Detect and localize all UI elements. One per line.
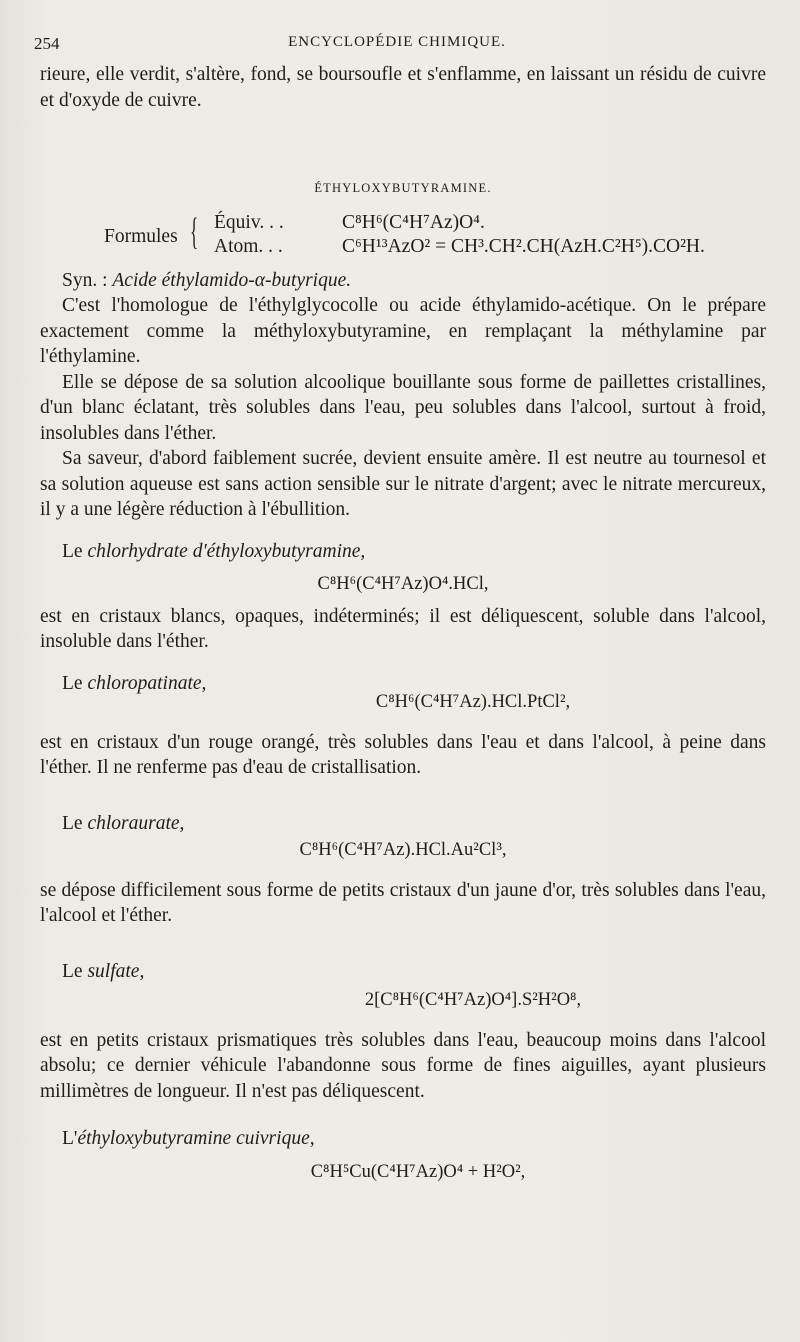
chloroplatinate-le: Le: [62, 672, 83, 694]
chlorhydrate-le: Le: [62, 540, 83, 562]
formula-equiv: C⁸H⁶(C⁴H⁷Az)O⁴.: [342, 211, 485, 233]
chloraurate-formula: C⁸H⁶(C⁴H⁷Az).HCl.Au²Cl³,: [299, 840, 507, 860]
formula-kind-atom: Atom. . .: [214, 235, 283, 257]
synonym-label: Syn. :: [62, 269, 108, 291]
section-title: ÉTHYLOXYBUTYRAMINE.: [314, 181, 492, 195]
sulfate-name: sulfate,: [87, 960, 145, 982]
synonym-line: [40, 268, 766, 294]
chlorhydrate-name: chlorhydrate d'éthyloxybutyramine,: [87, 540, 366, 562]
chlorhydrate-description: est en cristaux blancs, opaques, indéterminés; il est déliquescent, soluble dans l'alcool, insoluble dans l'éther.: [40, 605, 766, 652]
page-body: [40, 62, 766, 1185]
sulfate-le: Le: [62, 960, 83, 982]
cuivrique-intro: [40, 1126, 766, 1152]
chloroplatinate-description: est en cristaux d'un rouge orangé, très solubles dans l'eau et dans l'alcool, à peine dans l'éther. Il ne renferme pas d'eau de cristallisation.: [40, 731, 766, 778]
formula-row-equiv: [214, 210, 485, 236]
cuivrique-l: L': [62, 1128, 78, 1149]
paragraph-saveur: Sa saveur, d'abord faiblement sucrée, devient ensuite amère. Il est neutre au tournesol et sa solution aqueuse est sans action sensible sur le nitrate d'argent; avec le nitrate mercureux, il y a une légère réduction à l'ébullition.: [40, 448, 766, 520]
formulas-label: Formules: [104, 225, 178, 247]
formulas-block: [64, 206, 766, 268]
page-header: [34, 34, 760, 56]
formula-kind-equiv: Équiv. . .: [214, 211, 284, 233]
chloraurate-name: chloraurate,: [87, 812, 185, 834]
chlorhydrate-intro: [40, 539, 766, 565]
chloraurate-description: se dépose difficilement sous forme de petits cristaux d'un jaune d'or, très solubles dans l'eau, l'alcool et l'éther.: [40, 879, 766, 926]
chloraurate-intro: [40, 811, 766, 837]
formula-atom: C⁶H¹³AzO² = CH³.CH².CH(AzH.C²H⁵).CO²H.: [342, 235, 705, 257]
paragraph-homologue: C'est l'homologue de l'éthylglycocolle ou acide éthylamido-acétique. On le prépare exactement comme la méthyloxybutyramine, en remplaçant la méthylamine par l'éthylamine.: [40, 295, 766, 367]
paragraph-depose: Elle se dépose de sa solution alcoolique bouillante sous forme de paillettes cristallines, d'un blanc éclatant, très solubles dans l'eau, peu solubles dans l'alcool, surtout à froid, insolubles dans l'éther.: [40, 371, 766, 444]
sulfate-description: est en petits cristaux prismatiques très solubles dans l'eau, beaucoup moins dans l'alcool absolu; ce dernier véhicule l'abandonne sous forme de fines aiguilles, ayant plusieurs millimètres de longueur. Il n'est pas déliquescent.: [40, 1029, 766, 1102]
chlorhydrate-formula: C⁸H⁶(C⁴H⁷Az)O⁴.HCl,: [317, 574, 489, 594]
brace-icon: {: [190, 210, 199, 253]
synonym-text: Acide éthylamido-α-butyrique.: [112, 269, 352, 291]
chloraurate-le: Le: [62, 812, 83, 834]
running-title: ENCYCLOPÉDIE CHIMIQUE.: [288, 34, 506, 50]
page-number: 254: [34, 34, 60, 53]
chloroplatinate-formula: C⁸H⁶(C⁴H⁷Az).HCl.PtCl²,: [375, 692, 571, 712]
paragraph-intro: rieure, elle verdit, s'altère, fond, se boursoufle et s'enflamme, en laissant un résidu de cuivre et d'oxyde de cuivre.: [40, 64, 766, 111]
chloroplatinate-name: chloropatinate,: [87, 672, 207, 694]
cuivrique-name: éthyloxybutyramine cuivrique,: [77, 1128, 315, 1149]
cuivrique-formula: C⁸H⁵Cu(C⁴H⁷Az)O⁴ + H²O²,: [310, 1161, 526, 1182]
formula-row-atom: [214, 234, 705, 260]
sulfate-formula: 2[C⁸H⁶(C⁴H⁷Az)O⁴].S²H²O⁸,: [364, 990, 582, 1010]
sulfate-intro: [40, 959, 766, 985]
